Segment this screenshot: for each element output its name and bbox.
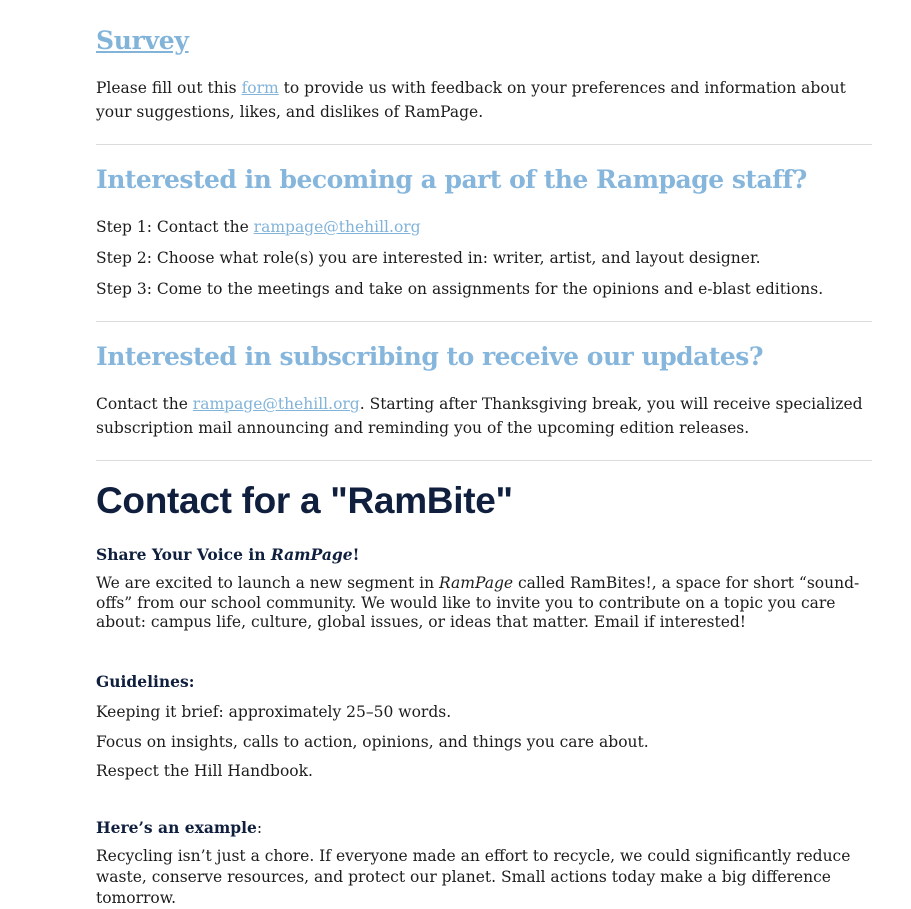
staff-step-2: Step 2: Choose what role(s) you are interested in: writer, artist, and layout designer. xyxy=(96,249,761,267)
divider xyxy=(96,460,872,461)
staff-email-link[interactable]: rampage@thehill.org xyxy=(253,218,421,236)
survey-text-before: Please fill out this xyxy=(96,79,242,97)
staff-step-3: Step 3: Come to the meetings and take on assignments for the opinions and e-blast editions. xyxy=(96,280,824,298)
intro-suffix: called RamBites!, a space for short “sound-offs” from our school community. We would like to invite you to contribute on a topic you care about: campus life, culture, global issues, or ideas that matter. Email if interested! xyxy=(96,574,860,631)
subscribe-heading: Interested in subscribing to receive our updates? xyxy=(96,342,764,371)
subscribe-prefix: Contact the xyxy=(96,395,193,413)
step1-prefix: Step 1: Contact the xyxy=(96,218,254,236)
example-colon: : xyxy=(256,819,263,837)
guideline-3: Respect the Hill Handbook. xyxy=(96,762,313,780)
guideline-2: Focus on insights, calls to action, opinions, and things you care about. xyxy=(96,733,649,751)
intro-em: RamPage xyxy=(439,574,514,592)
guidelines-heading: Guidelines: xyxy=(96,672,195,691)
rambite-intro xyxy=(96,574,872,633)
guideline-1: Keeping it brief: approximately 25–50 words. xyxy=(96,703,452,721)
share-prefix: Share Your Voice in xyxy=(96,545,271,564)
share-suffix: ! xyxy=(352,545,360,564)
survey-paragraph xyxy=(96,76,872,124)
survey-text-after: to provide us with feedback on your preferences and information about your suggestions, likes, and dislikes of RamPage. xyxy=(96,79,846,121)
rambite-heading: Contact for a "RamBite" xyxy=(96,480,513,521)
share-em: RamPage xyxy=(270,545,353,564)
example-text: Recycling isn’t just a chore. If everyone made an effort to recycle, we could significantly reduce waste, conserve resources, and protect our planet. Small actions today make a big difference tomorrow. xyxy=(96,847,851,907)
intro-prefix: We are excited to launch a new segment in xyxy=(96,574,440,592)
example-heading: Here’s an example xyxy=(96,818,257,837)
survey-heading-link[interactable]: Survey xyxy=(96,26,189,55)
divider xyxy=(96,144,872,145)
subscribe-paragraph xyxy=(96,392,872,440)
share-voice-heading xyxy=(96,545,359,564)
divider xyxy=(96,321,872,322)
staff-heading: Interested in becoming a part of the Rampage staff? xyxy=(96,165,807,194)
staff-step-1 xyxy=(96,215,421,239)
subscribe-email-link[interactable]: rampage@thehill.org xyxy=(192,395,360,413)
subscribe-suffix: . Starting after Thanksgiving break, you will receive specialized subscription mail announcing and reminding you of the upcoming edition releases. xyxy=(96,395,863,437)
survey-form-link[interactable]: form xyxy=(241,79,279,97)
example-heading-line xyxy=(96,816,262,840)
